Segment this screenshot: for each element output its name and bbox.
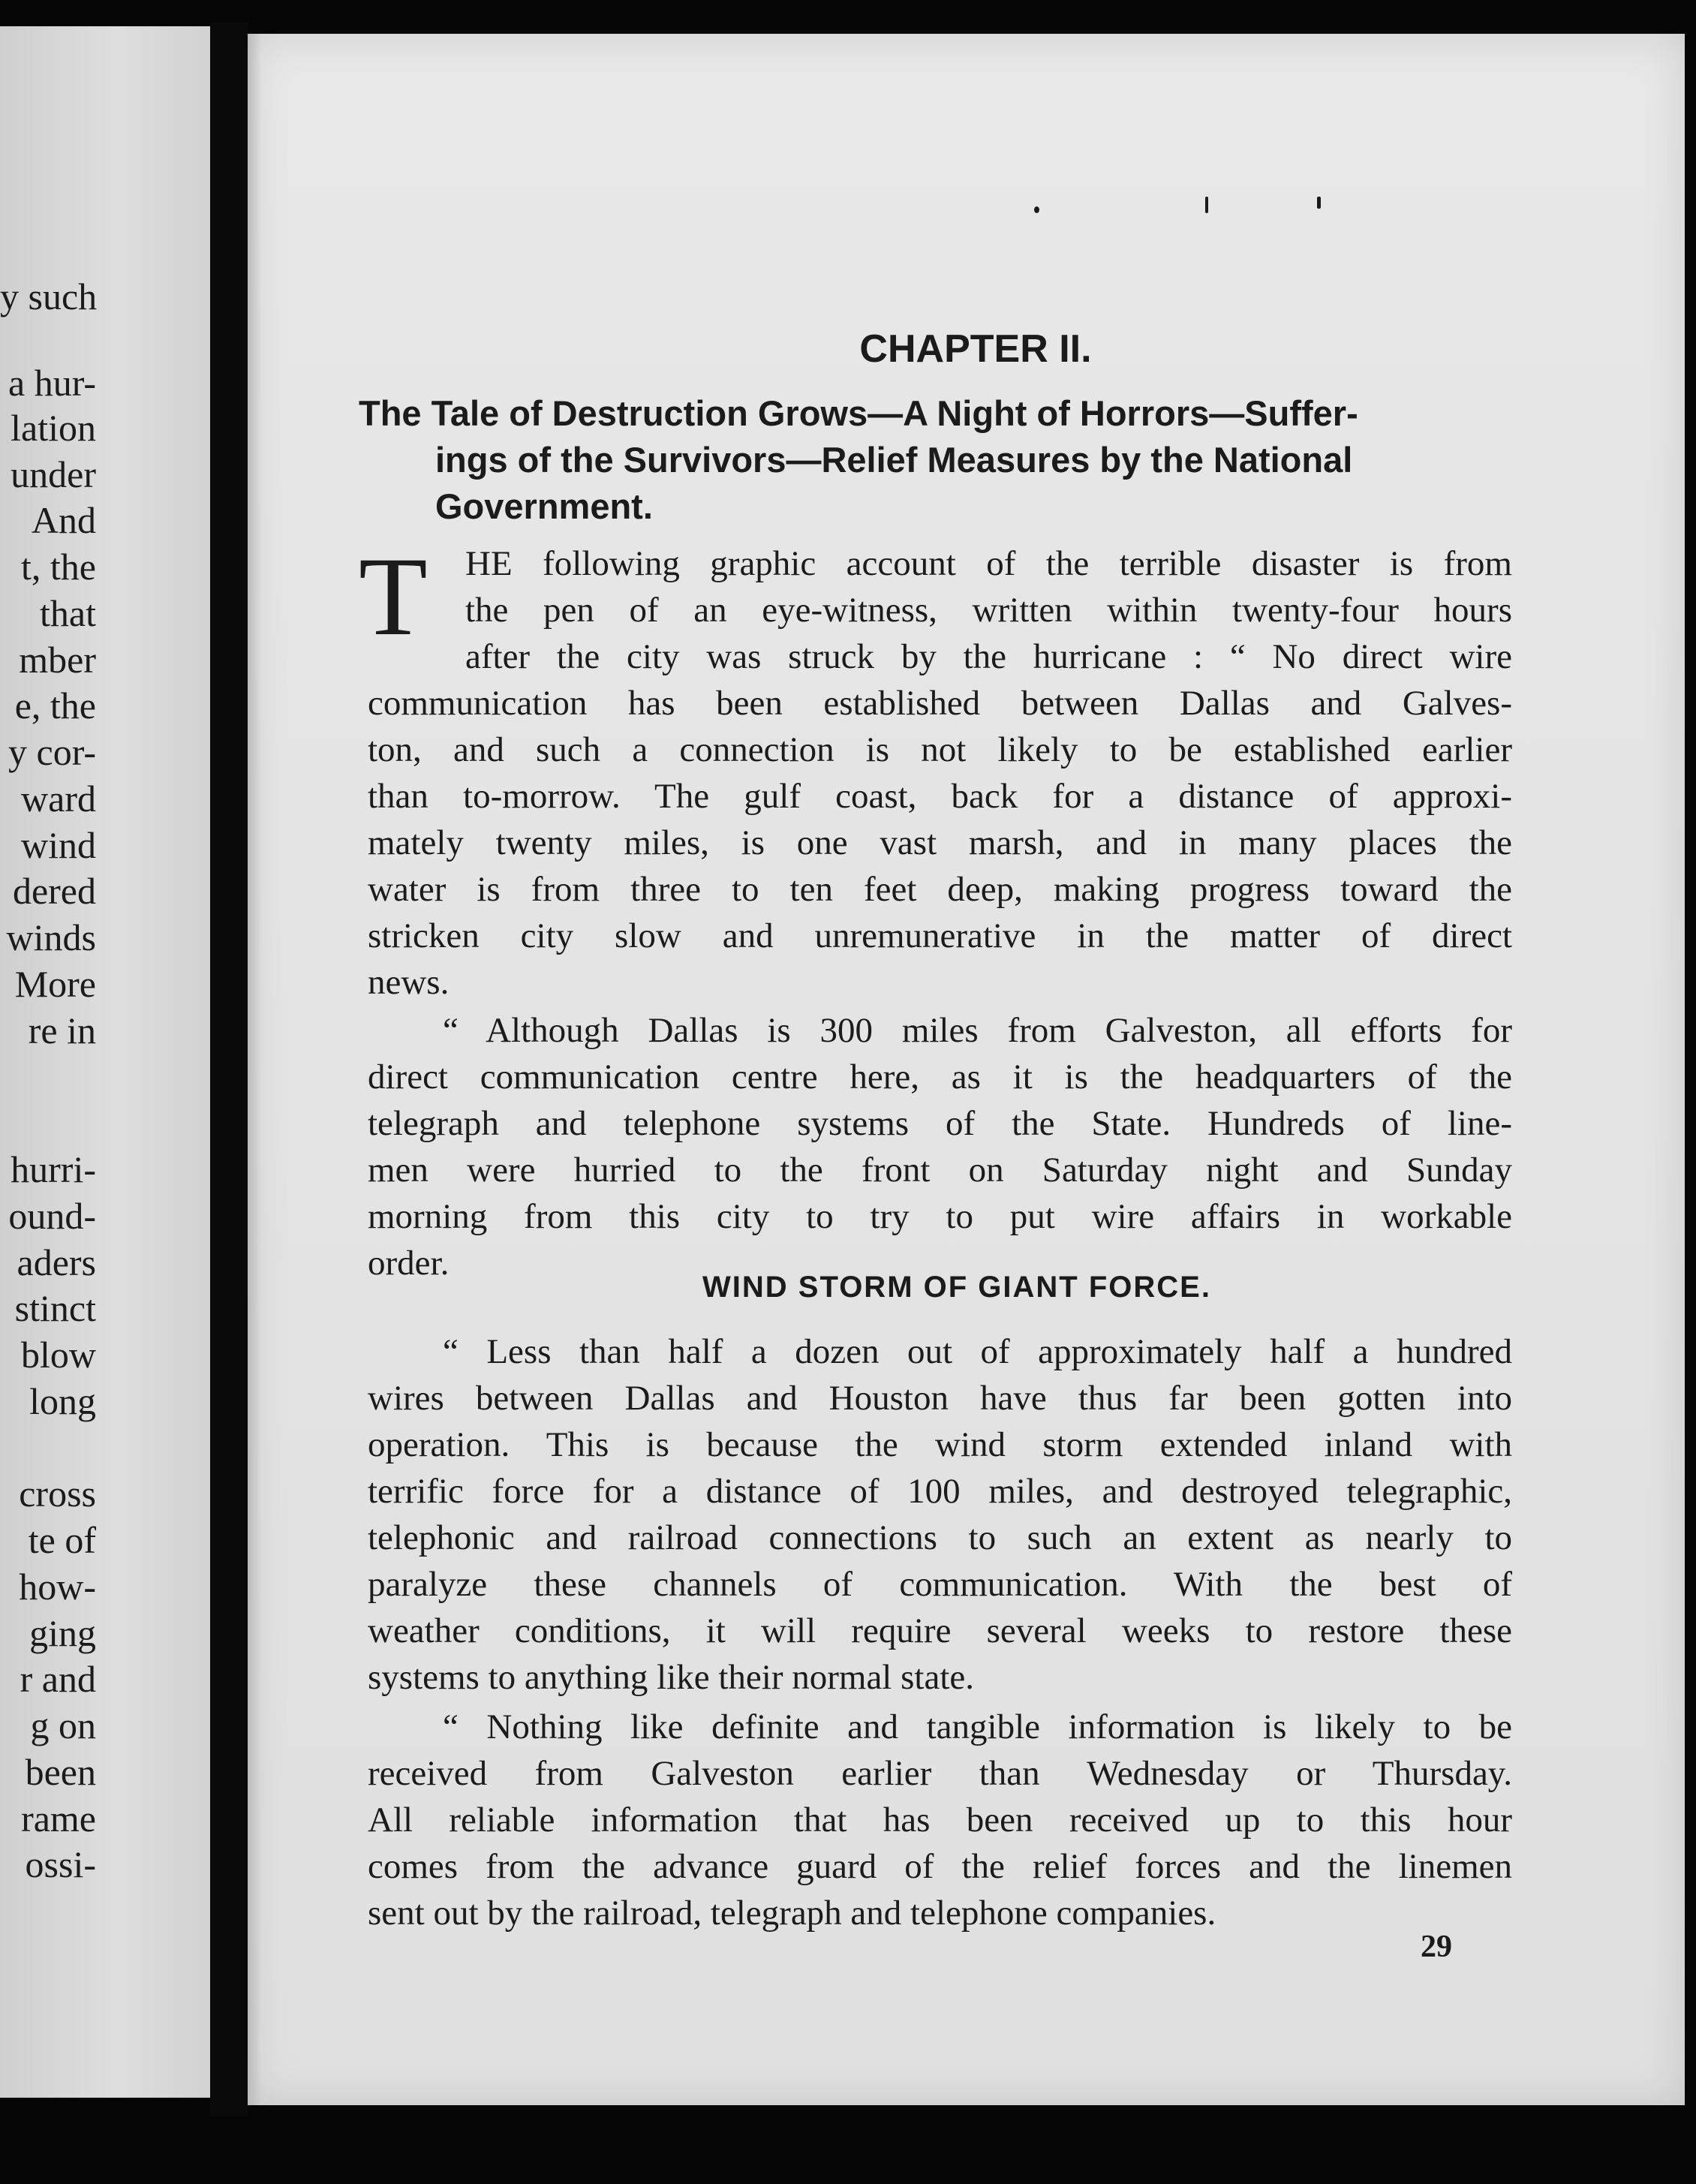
left-page-line-fragment: hurri-: [11, 1148, 96, 1190]
left-page-line-fragment: ossi-: [25, 1843, 96, 1885]
text-line: men were hurried to the front on Saturday night and Sunday: [368, 1151, 1512, 1190]
text-line: news.: [368, 963, 450, 1002]
text-line: terrific force for a distance of 100 miles, and destroyed telegraphic,: [368, 1472, 1512, 1511]
text-line: received from Galveston earlier than Wednesday or Thursday.: [368, 1754, 1512, 1793]
left-page-line-fragment: ound-: [8, 1195, 96, 1237]
left-page-line-fragment: a hur-: [8, 362, 96, 404]
text-line: paralyze these channels of communication. With the best of: [368, 1565, 1512, 1604]
left-page-line-fragment: ging: [29, 1612, 96, 1654]
text-line: operation. This is because the wind storm extended inland with: [368, 1425, 1512, 1464]
page-number: 29: [1421, 1930, 1452, 1964]
left-page-line-fragment: dered: [12, 870, 96, 912]
left-page-line-fragment: lation: [11, 407, 96, 449]
drop-cap: T: [359, 534, 428, 659]
chapter-subtitle: [359, 390, 1507, 530]
text-line: than to-morrow. The gulf coast, back for a distance of approxi-: [368, 777, 1512, 816]
page-edge-shadow: [248, 34, 261, 2105]
left-page-line-fragment: wind: [21, 824, 96, 866]
left-page-line-fragment: te of: [28, 1519, 96, 1561]
left-page-line-fragment: stinct: [14, 1287, 96, 1329]
left-page-line-fragment: And: [31, 499, 96, 541]
left-page-line-fragment: y such: [0, 275, 98, 317]
text-line: wires between Dallas and Houston have thus far been gotten into: [368, 1379, 1512, 1418]
left-page-line-fragment: y cor-: [8, 731, 96, 773]
left-page-line-fragment: g on: [30, 1704, 96, 1746]
text-line: “ Less than half a dozen out of approximately half a hundred: [443, 1332, 1512, 1371]
ink-speck: [1317, 197, 1321, 209]
left-page-line-fragment: been: [25, 1751, 96, 1793]
left-page-line-fragment: r and: [20, 1658, 96, 1700]
text-line: the pen of an eye-witness, written within twenty-four hours: [465, 591, 1512, 630]
text-line: communication has been established between Dallas and Galves-: [368, 684, 1512, 723]
ink-speck: [1205, 197, 1208, 213]
text-line: stricken city slow and unremunerative in the matter of direct: [368, 916, 1512, 955]
text-line: order.: [368, 1244, 450, 1283]
left-page-line-fragment: More: [14, 963, 96, 1005]
text-line: HE following graphic account of the terrible disaster is from: [465, 544, 1512, 583]
text-line: sent out by the railroad, telegraph and telephone companies.: [368, 1894, 1216, 1933]
chapter-title: CHAPTER II.: [859, 327, 1092, 371]
previous-page-strip: [0, 26, 210, 2098]
left-page-line-fragment: ward: [21, 778, 96, 820]
subtitle-line: The Tale of Destruction Grows—A Night of Horrors—Suffer-: [359, 393, 1358, 433]
book-gutter: [210, 23, 248, 2116]
left-page-line-fragment: rame: [21, 1797, 96, 1840]
text-line: “ Nothing like definite and tangible information is likely to be: [443, 1707, 1512, 1746]
text-line: water is from three to ten feet deep, making progress toward the: [368, 870, 1512, 909]
text-line: direct communication centre here, as it is the headquarters of the: [368, 1057, 1512, 1097]
ink-speck: [1034, 206, 1039, 213]
left-page-line-fragment: under: [11, 453, 96, 495]
left-page-line-fragment: t, the: [21, 546, 96, 588]
left-page-line-fragment: cross: [19, 1473, 96, 1515]
left-page-line-fragment: aders: [17, 1241, 96, 1283]
text-line: comes from the advance guard of the relief forces and the linemen: [368, 1847, 1512, 1886]
left-page-line-fragment: re in: [28, 1009, 96, 1051]
subtitle-line: ings of the Survivors—Relief Measures by the National: [435, 440, 1353, 480]
section-heading: WIND STORM OF GIANT FORCE.: [702, 1271, 1211, 1304]
text-line: mately twenty miles, is one vast marsh, and in many places the: [368, 823, 1512, 862]
paragraph-3: [368, 1328, 1512, 1701]
text-line: systems to anything like their normal state.: [368, 1658, 974, 1697]
subtitle-line: Government.: [435, 486, 653, 526]
text-line: telephonic and railroad connections to such an extent as nearly to: [368, 1518, 1512, 1557]
left-page-line-fragment: that: [40, 592, 96, 634]
text-line: weather conditions, it will require several weeks to restore these: [368, 1611, 1512, 1650]
text-line: after the city was struck by the hurricane : “ No direct wire: [465, 637, 1512, 676]
left-page-line-fragment: blow: [21, 1334, 96, 1376]
text-line: telegraph and telephone systems of the State. Hundreds of line-: [368, 1104, 1512, 1143]
paragraph-4: [368, 1704, 1512, 1936]
text-line: “ Although Dallas is 300 miles from Galveston, all efforts for: [443, 1011, 1512, 1050]
text-line: ton, and such a connection is not likely to be established earlier: [368, 730, 1512, 769]
text-line: morning from this city to try to put wire affairs in workable: [368, 1197, 1512, 1236]
paragraph-2: [368, 1007, 1512, 1286]
left-page-line-fragment: winds: [6, 916, 96, 958]
left-page-line-fragment: long: [29, 1380, 96, 1422]
left-page-line-fragment: how-: [19, 1566, 96, 1608]
paragraph-1: [368, 540, 1512, 1006]
left-page-line-fragment: mber: [19, 639, 96, 681]
text-line: All reliable information that has been received up to this hour: [368, 1800, 1512, 1840]
left-page-line-fragment: e, the: [14, 684, 96, 726]
